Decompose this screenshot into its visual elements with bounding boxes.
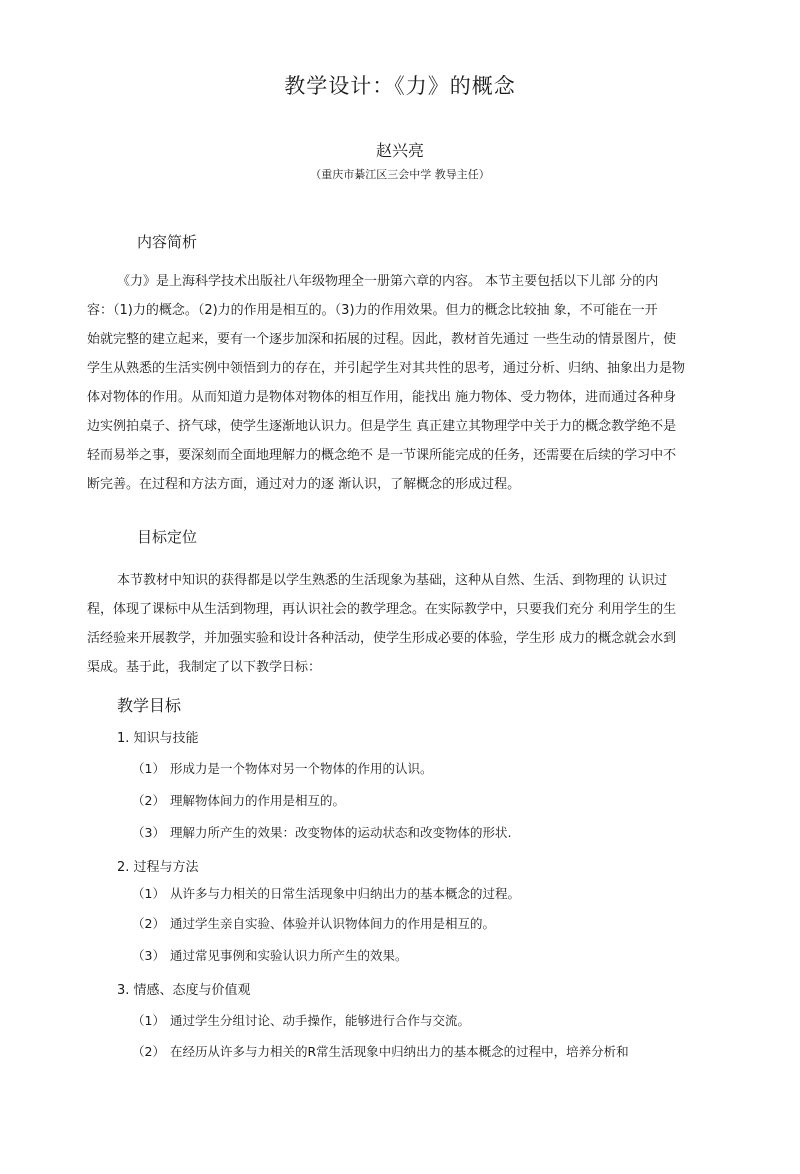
item-text: 通过学生亲自实验、体验并认识物体间力的作用是相互的。 bbox=[170, 916, 496, 931]
objective-item bbox=[132, 759, 433, 777]
objective-item bbox=[132, 1042, 629, 1060]
item-text: 从许多与力相关的日常生活现象中归纳出力的基本概念的过程。 bbox=[170, 886, 521, 901]
item-number: （2） bbox=[132, 916, 165, 931]
author-affiliation: （重庆市綦江区三会中学 教导主任） bbox=[310, 168, 490, 181]
item-text: 理解力所产生的效果：改变物体的运动状态和改变物体的形状. bbox=[170, 825, 512, 840]
paragraph-line: 体对物体的作用。从而知道力是物体对物体的相互作用，能找出 施力物体、受力物体，进而通过各种身 bbox=[87, 390, 677, 405]
section-heading-objectives: 教学目标 bbox=[117, 696, 182, 715]
item-text: 通过学生分组讨论、动手操作，能够进行合作与交流。 bbox=[170, 1013, 471, 1028]
paragraph-line: 本节教材中知识的获得都是以学生熟悉的生活现象为基础，这种从自然、生活、到物理的 认识过 bbox=[117, 573, 668, 588]
objective-item bbox=[132, 946, 408, 964]
item-text: 形成力是一个物体对另一个物体的作用的认识。 bbox=[170, 761, 433, 776]
item-number: （3） bbox=[132, 825, 165, 840]
item-number: （2） bbox=[132, 1044, 165, 1059]
paragraph-line: 断完善。在过程和方法方面，通过对力的逐 渐认识，了解概念的形成过程。 bbox=[87, 477, 521, 492]
paragraph-line: 渠成。基于此，我制定了以下教学日标： bbox=[87, 660, 322, 675]
item-text: 在经历从许多与力相关的R常生活现象中归纳出力的基本概念的过程中，培养分析和 bbox=[170, 1044, 629, 1059]
objective-item bbox=[132, 914, 495, 932]
item-number: （1） bbox=[132, 761, 165, 776]
objective-group-title: 2. 过程与方法 bbox=[117, 860, 199, 875]
objective-item bbox=[132, 791, 345, 809]
paragraph-line: 始就完整的建立起来，要有一个逐步加深和拓展的过程。因此，教材首先通过 一些生动的情景图片，使 bbox=[87, 332, 677, 347]
paragraph-line: 活经验来开展教学，并加强实验和设计各种活动，使学生形成必要的体验，学生形 成力的概念就会水到 bbox=[87, 631, 677, 646]
section-heading-target-positioning: 目标定位 bbox=[137, 528, 198, 546]
author-name: 赵兴亮 bbox=[375, 141, 424, 160]
item-number: （1） bbox=[132, 1013, 165, 1028]
paragraph-line: 学生从熟悉的生活实例中领悟到力的存在，并引起学生对其共性的思考，通过分析、归纳、抽象出力是物 bbox=[87, 361, 686, 376]
item-text: 通过常见事例和实验认识力所产生的效果。 bbox=[170, 948, 408, 963]
content-analysis-paragraph bbox=[87, 267, 712, 499]
paragraph-line: 程，体现了课标中从生活到物理，再认识社会的教学理念。在实际教学中，只要我们充分 利用学生的生 bbox=[87, 602, 677, 617]
paragraph-line: 容：（1)力的概念。（2)力的作用是相互的。（3)力的作用效果。但力的概念比较抽 象，不可能在一开 bbox=[87, 303, 658, 318]
item-number: （2） bbox=[132, 793, 165, 808]
objective-group-title: 1. 知识与技能 bbox=[117, 731, 199, 746]
objective-item bbox=[132, 1011, 470, 1029]
objective-item bbox=[132, 823, 511, 841]
target-positioning-paragraph bbox=[87, 566, 712, 682]
section-heading-content-analysis: 内容简析 bbox=[137, 233, 198, 251]
item-text: 理解物体间力的作用是相互的。 bbox=[170, 793, 346, 808]
paragraph-line: 《力》是上海科学技术出版社八年级物理全一册第六章的内容。 本节主要包括以下儿部 分的内 bbox=[117, 274, 659, 289]
objective-group-title: 3. 情感、态度与价值观 bbox=[117, 983, 251, 998]
objective-item bbox=[132, 884, 520, 902]
item-number: （1） bbox=[132, 886, 165, 901]
paragraph-line: 边实例拍桌子、挤气球，使学生逐渐地认识力。但是学生 真正建立其物理学中关于力的概念教学绝不是 bbox=[87, 419, 677, 434]
paragraph-line: 轻而易举之事，要深刻而全面地理解力的概念绝不 是一节课所能完成的任务，还需要在后续的学习中不 bbox=[87, 448, 677, 463]
document-title: 教学设计：《力》的概念 bbox=[284, 74, 516, 98]
item-number: （3） bbox=[132, 948, 165, 963]
